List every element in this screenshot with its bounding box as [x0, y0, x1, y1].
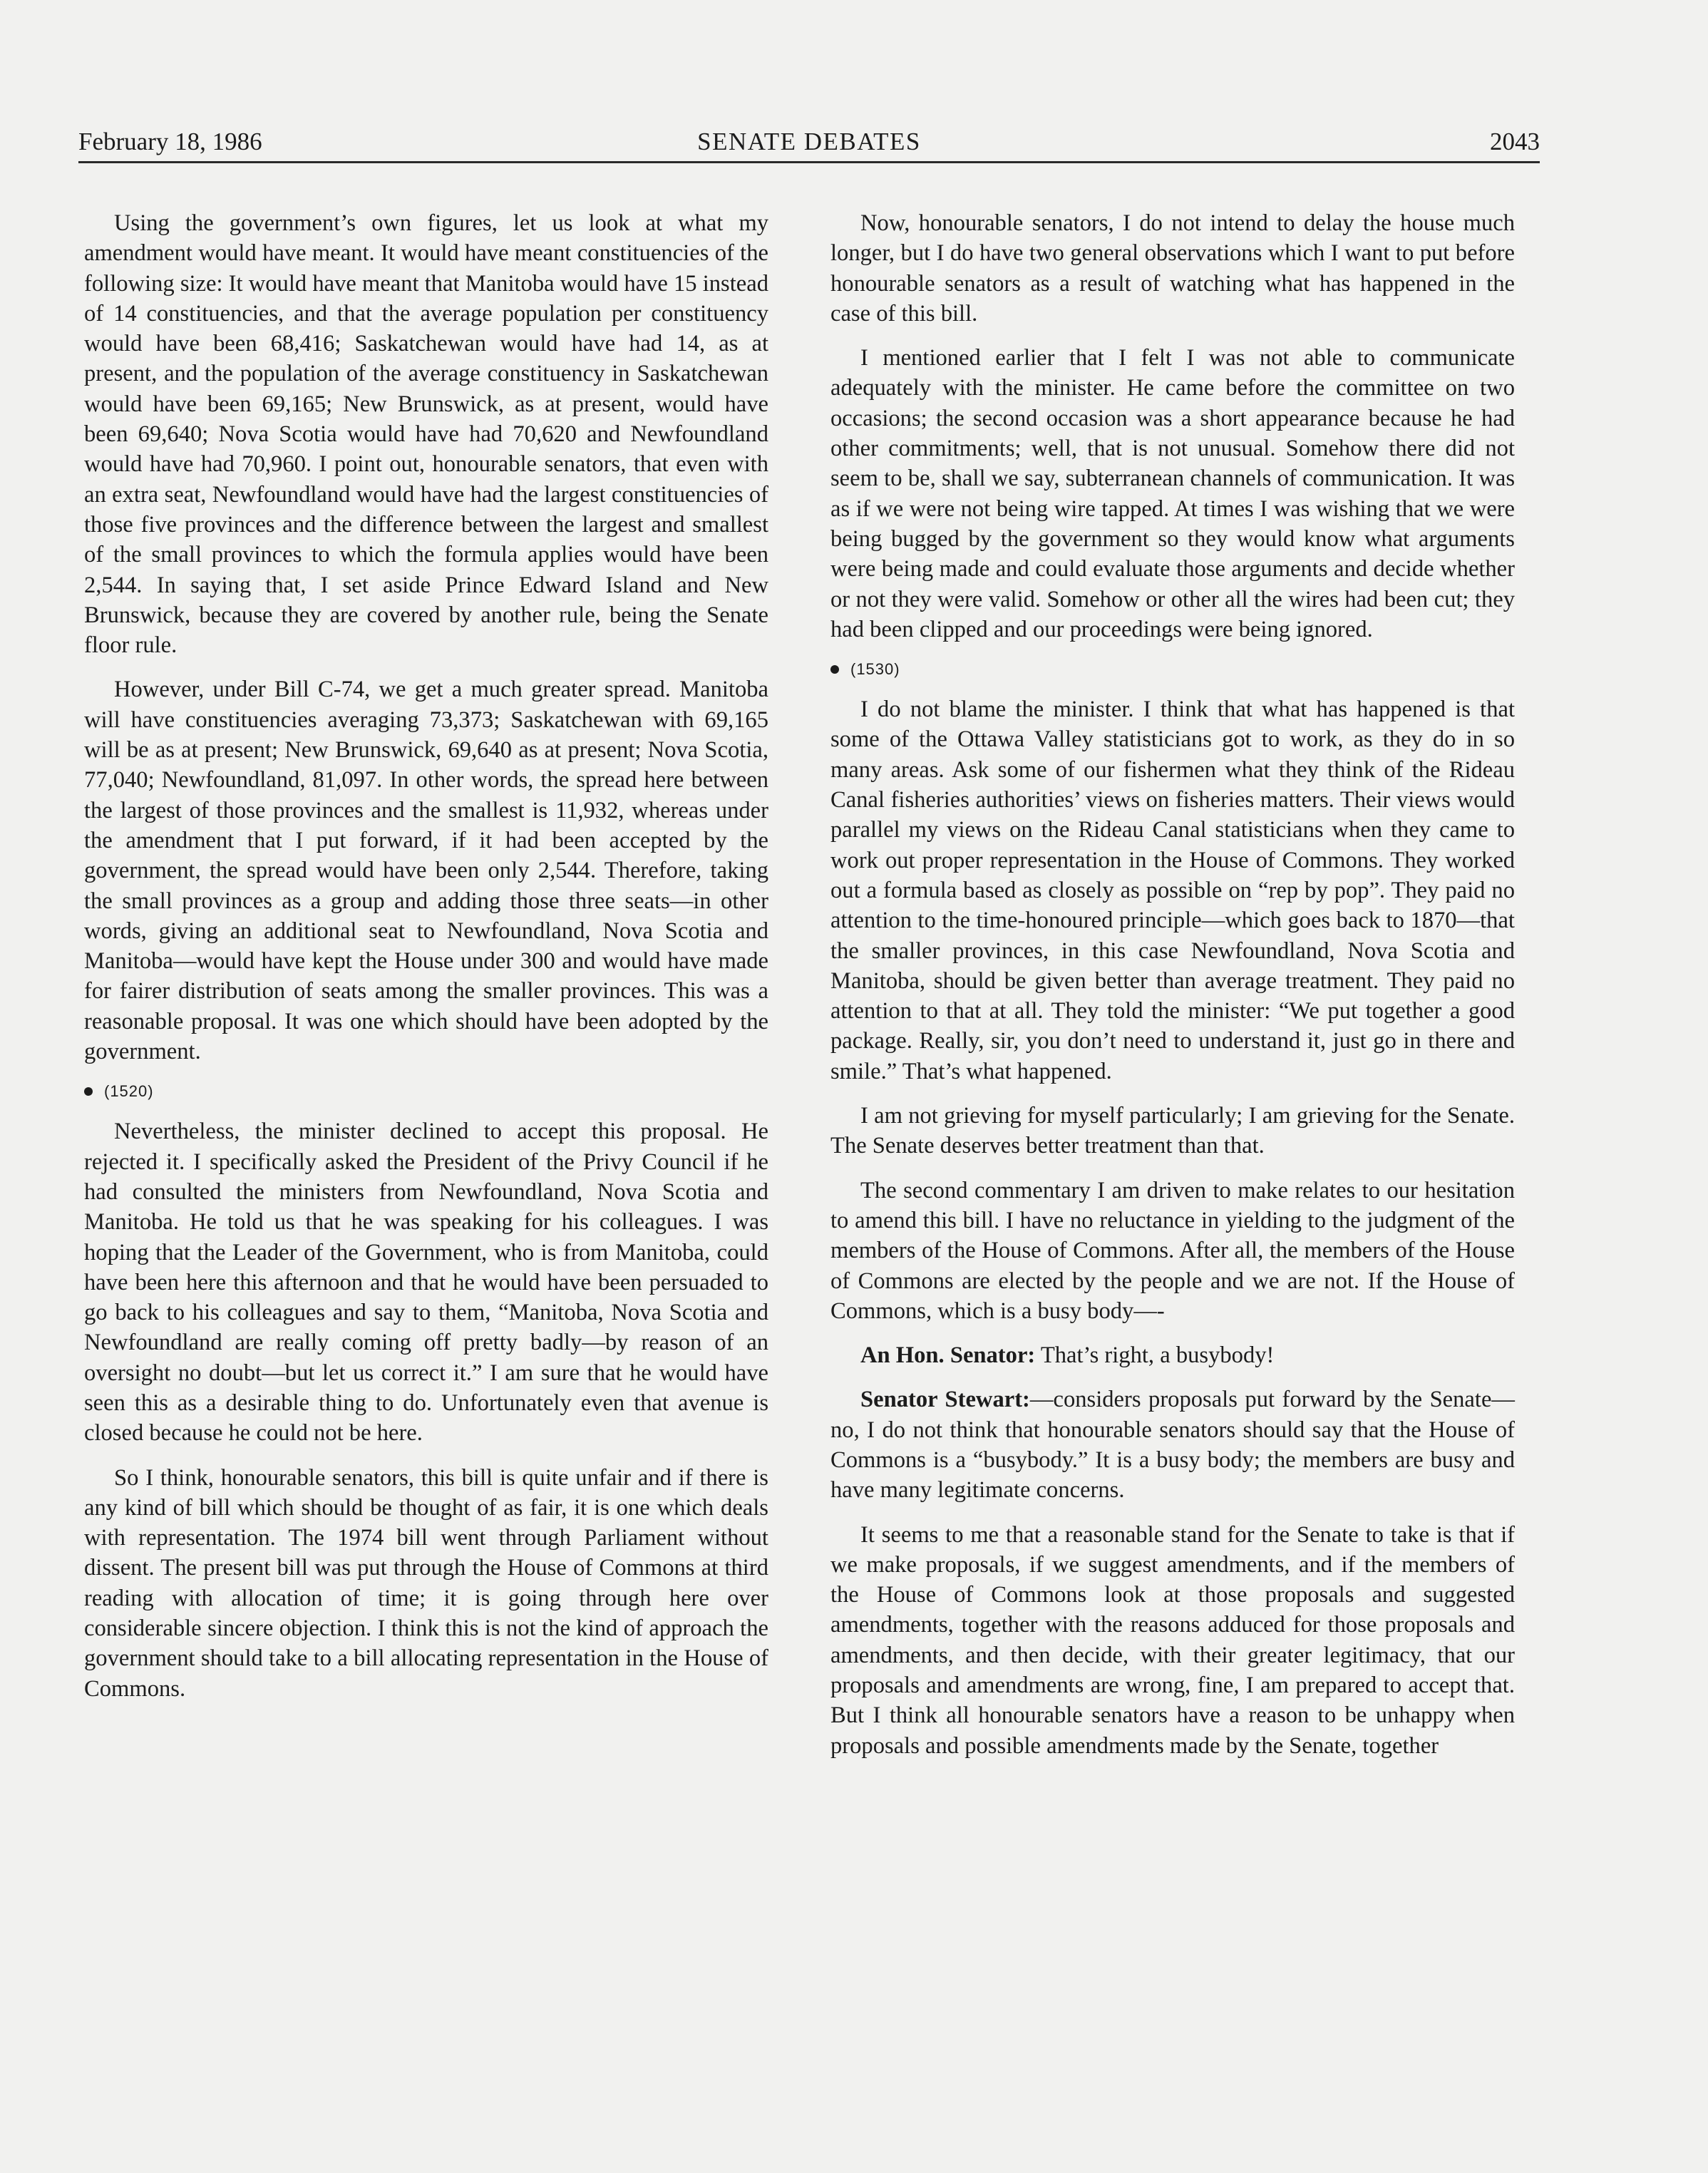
speaker-name: Senator Stewart: [860, 1387, 1030, 1413]
paragraph: I am not grieving for myself particularly; I am grieving for the Senate. The Senate deserves better treatment than that. [830, 1103, 1515, 1159]
header-date: February 18, 1986 [78, 128, 262, 155]
paragraph: I mentioned earlier that I felt I was not able to communicate adequately with the minister. He came before the committee on two occasions; the second occasion was a short appearance because he had other commitments; well, that is not unusual. Somehow there did not seem to be, shall we say, subterranean channels of communication. It was as if we were not being wire tapped. At times I was wishing that we were being bugged by the government so they would know what arguments were being made and could evaluate those arguments and decide whether or not they were valid. Somehow or other all the wires had been cut; they had been clipped and our proceedings were being ignored. [830, 345, 1515, 642]
paragraph: However, under Bill C-74, we get a much greater spread. Manitoba will have constituencies averaging 73,373; Saskatchewan with 69,165 will be as at present; New Brunswick, 69,640 as at present; Nova Scotia, 77,040; Newfoundland, 81,097. In other words, the spread here between the largest of those provinces and the smallest is 11,932, whereas under the amendment that I put forward, if it had been accepted by the government, the spread would have been only 2,544. Therefore, taking the small provinces as a group and adding those three seats—in other words, giving an additional seat to Newfoundland, Nova Scotia and Manitoba—would have kept the House under 300 and would have made for fairer distribution of seats among the smaller provinces. This was a reasonable proposal. It was one which should have been adopted by the government. [84, 677, 768, 1065]
paragraph: I do not blame the minister. I think that what has happened is that some of the Ottawa Valley statisticians got to work, as they do in so many areas. Ask some of our fishermen what they think of the Rideau Canal fisheries authorities’ views on fisheries matters. Their views would parallel my views on the Rideau Canal statisticians when they came to work out proper representation in the House of Commons. They worked out a formula based as closely as possible on “rep by pop”. They paid no attention to the time-honoured principle—which goes back to 1870—that the smaller provinces, in this case Newfoundland, Nova Scotia and Manitoba, should be given better than average treatment. They paid no attention to that at all. They told the minister: “We put together a good package. Really, sir, you don’t need to understand it, just go in there and smile.” That’s what happened. [830, 697, 1515, 1084]
page-number: 2043 [1490, 128, 1540, 155]
page-header [78, 125, 1540, 161]
header-rule [78, 161, 1540, 163]
speaker-paragraph [830, 1385, 1515, 1505]
time-marker [830, 659, 1515, 680]
paragraph: Using the government’s own figures, let us look at what my amendment would have meant. It would have meant constituencies of the following size: It would have meant that Manitoba would have 15 instead of 14 constituencies, and that the average population per constituency would have been 68,416; Saskatchewan would have had 14, as at present, and the population of the average constituency in Saskatchewan would have been 69,165; New Brunswick, as at present, would have been 69,640; Nova Scotia would have had 70,620 and Newfoundland would have had 70,960. I point out, honourable senators, that even with an extra seat, Newfoundland would have had the largest constituencies of those five provinces and the difference between the largest and smallest of the small provinces to which the formula applies would have been 2,544. In saying that, I set aside Prince Edward Island and New Brunswick, because they are covered by another rule, being the Senate floor rule. [84, 210, 768, 659]
paragraph: It seems to me that a reasonable stand for the Senate to take is that if we make proposals, if we suggest amendments, and if the members of the House of Commons look at those proposals and suggested amendments, together with the reasons adduced for those proposals and amendments, and then decide, with their greater legitimacy, that our proposals and amendments are wrong, fine, I am prepared to accept that. But I think all honourable senators have a reason to be unhappy when proposals and possible amendments made by the Senate, together [830, 1521, 1515, 1759]
bullet-icon [84, 1087, 93, 1096]
speaker-paragraph [830, 1340, 1515, 1370]
time-marker [84, 1081, 768, 1102]
header-title: SENATE DEBATES [697, 128, 921, 155]
speaker-name: An Hon. Senator: [860, 1342, 1036, 1369]
speaker-text: That’s right, a busybody! [1035, 1342, 1275, 1369]
time-marker-text: (1530) [850, 660, 900, 679]
paragraph: So I think, honourable senators, this bill is quite unfair and if there is any kind of bill which should be thought of as fair, it is one which deals with representation. The 1974 bill went through Parliament without dissent. The present bill was put through the House of Commons at third reading with allocation of time; it is going through here over considerable sincere objection. I think this is not the kind of approach the government should take to a bill allocating representation in the House of Commons. [84, 1464, 768, 1702]
left-column [84, 208, 768, 1905]
paragraph: Now, honourable senators, I do not intend to delay the house much longer, but I do have two general observations which I want to put before honourable senators as a result of watching what has happened in the case of this bill. [830, 210, 1515, 327]
time-marker-text: (1520) [104, 1082, 154, 1101]
bullet-icon [830, 665, 839, 674]
paragraph: The second commentary I am driven to make relates to our hesitation to amend this bill. I have no reluctance in yielding to the judgment of the members of the House of Commons. After all, the members of the House of Commons are elected by the people and we are not. If the House of Commons, which is a busy body—- [830, 1177, 1515, 1324]
paragraph: Nevertheless, the minister declined to accept this proposal. He rejected it. I specifically asked the President of the Privy Council if he had consulted the ministers from Newfoundland, Nova Scotia and Manitoba. He told us that he was speaking for his colleagues. I was hoping that the Leader of the Government, who is from Manitoba, could have been here this afternoon and that he would have been persuaded to go back to his colleagues and say to them, “Manitoba, Nova Scotia and Newfoundland are really coming off pretty badly—by reason of an oversight no doubt—but let us correct it.” I am sure that he would have seen this as a desirable thing to do. Unfortunately even that avenue is closed because he could not be here. [84, 1119, 768, 1447]
right-column [830, 208, 1515, 1905]
speaker-text: —considers proposals put forward by the Senate—no, I do not think that honourable senators should say that the House of Commons is a “busybody.” It is a busy body; the members are busy and have many legitimate concerns. [830, 1387, 1515, 1504]
